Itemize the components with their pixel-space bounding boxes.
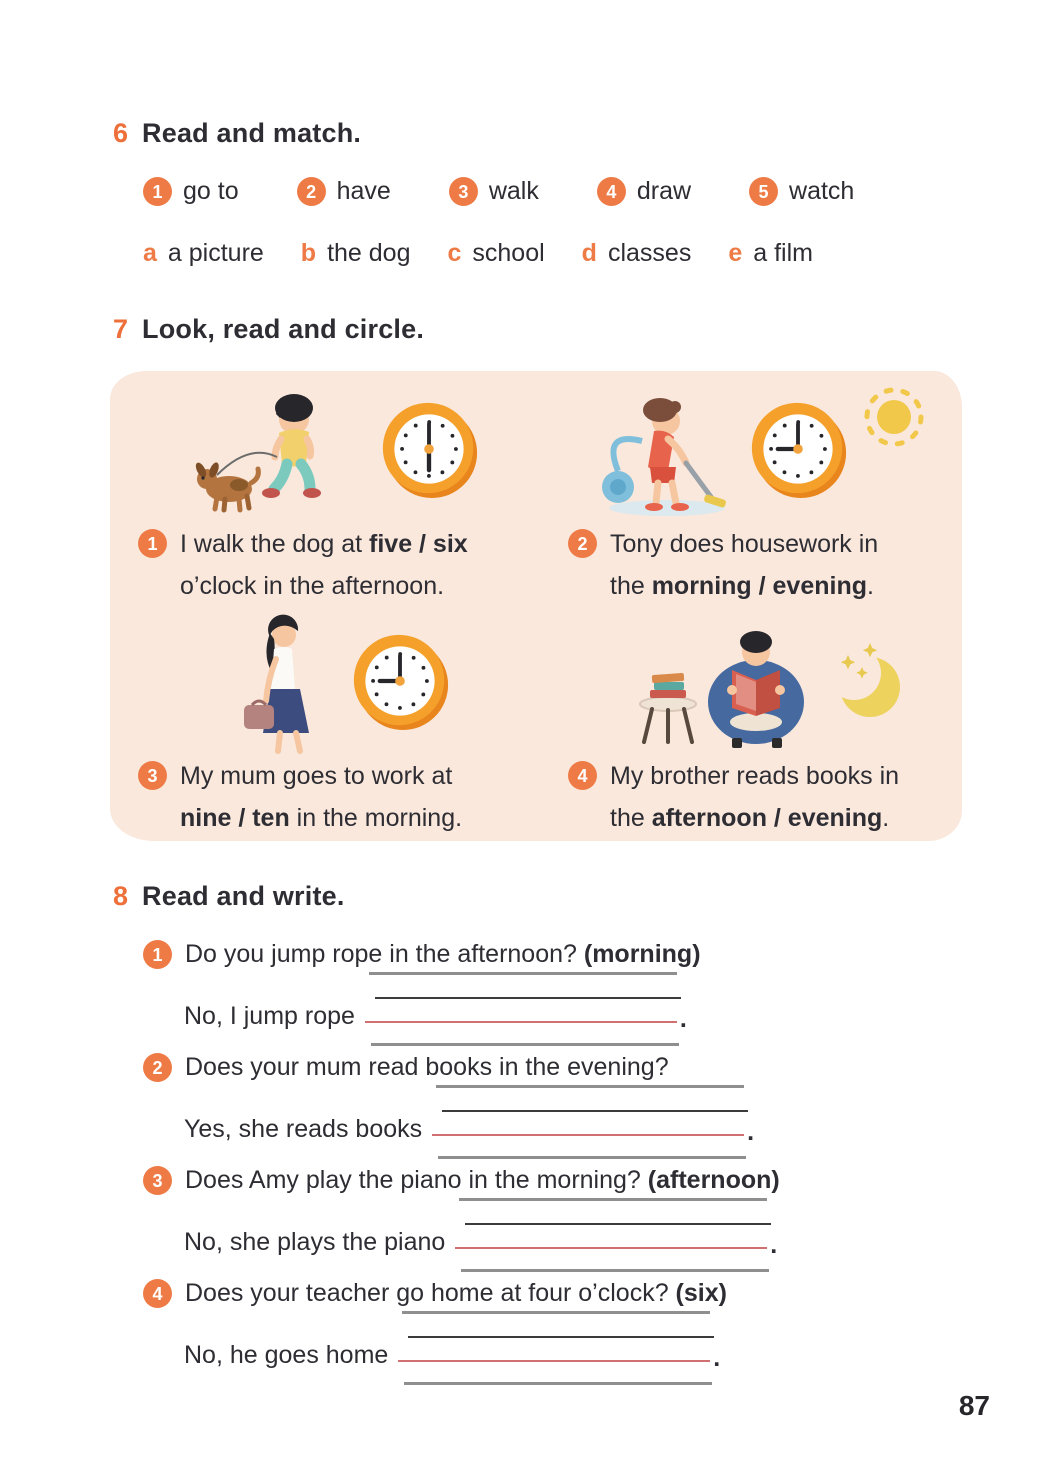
- sentence-segment: .: [867, 572, 874, 600]
- guide-line-base: [455, 1247, 767, 1249]
- exercise8-number: 8: [113, 881, 129, 911]
- dog: [194, 461, 259, 510]
- item-letter: e: [728, 239, 743, 267]
- match-item-4[interactable]: [597, 177, 691, 206]
- exercise7-item-3: [110, 603, 560, 841]
- illustration-2: [560, 371, 962, 517]
- match-item-b[interactable]: [301, 239, 411, 268]
- item-number-badge: 2: [568, 529, 597, 558]
- exercise7-item-2: [560, 371, 962, 603]
- match-item-label: draw: [636, 177, 692, 205]
- sentence-segment: .: [882, 804, 890, 832]
- exercise8-item-4: [143, 1275, 969, 1385]
- item-number-badge: 2: [143, 1053, 172, 1082]
- guide-line-bottom: [438, 1156, 746, 1159]
- boy-in-armchair: [708, 631, 804, 748]
- item-letter: d: [581, 239, 597, 267]
- question-row: [143, 1162, 969, 1198]
- guide-line-mid: [375, 997, 681, 999]
- sentence: [180, 755, 462, 839]
- page-number: 87: [958, 1390, 990, 1421]
- item-number-badge: 4: [568, 761, 597, 790]
- question-segment: Does Amy play the piano in the morning?: [185, 1166, 648, 1194]
- match-item-label: watch: [789, 177, 855, 205]
- match-item-label: school: [472, 239, 545, 267]
- question-text: [185, 1162, 780, 1198]
- guide-line-top: [436, 1085, 744, 1088]
- circle-option[interactable]: afternoon / evening: [651, 804, 883, 832]
- match-item-label: have: [336, 177, 391, 205]
- clock-icon: [379, 399, 479, 499]
- item-number-badge: 3: [449, 177, 478, 206]
- sentence-segment: the: [610, 804, 652, 832]
- answer-prefix: No, she plays the piano: [184, 1228, 446, 1256]
- match-item-d[interactable]: [582, 239, 692, 268]
- match-item-label: the dog: [327, 239, 411, 267]
- guide-line-bottom: [371, 1043, 679, 1046]
- illustration-1: [110, 371, 560, 517]
- answer-row: [184, 1085, 969, 1159]
- item-letter: a: [143, 239, 157, 267]
- match-numbered-row: [143, 177, 969, 206]
- answer-row: [184, 972, 969, 1046]
- guide-line-mid: [408, 1336, 714, 1338]
- sentence: [610, 755, 899, 839]
- guide-line-top: [459, 1198, 767, 1201]
- exercise8-title: Read and write.: [142, 881, 345, 911]
- exercise6-title: Read and match.: [142, 118, 362, 148]
- match-item-e[interactable]: [728, 239, 813, 268]
- sentence-segment: o’clock in the afternoon.: [180, 572, 445, 600]
- question-segment: Do you jump rope in the afternoon?: [185, 940, 584, 968]
- item-number-badge: 3: [143, 1166, 172, 1195]
- circle-option[interactable]: morning / evening: [651, 572, 867, 600]
- item-number-badge: 1: [138, 529, 167, 558]
- item-number-badge: 1: [143, 940, 172, 969]
- exercise7-text-4: [568, 755, 962, 839]
- match-item-label: a film: [753, 239, 813, 267]
- clock-icon: [748, 399, 848, 499]
- answer-prefix: No, he goes home: [184, 1341, 389, 1369]
- guide-line-base: [432, 1134, 744, 1136]
- item-number-badge: 4: [143, 1279, 172, 1308]
- match-item-a[interactable]: [143, 239, 264, 268]
- item-number-badge: 1: [143, 177, 172, 206]
- writing-blank[interactable]: [365, 972, 677, 1046]
- question-text: [185, 1049, 669, 1085]
- boy: [643, 398, 689, 511]
- match-item-2[interactable]: [297, 177, 391, 206]
- match-item-c[interactable]: [448, 239, 545, 268]
- exercise8-item-2: [143, 1049, 969, 1159]
- illustration-3: [110, 603, 560, 749]
- answer-period: .: [770, 1231, 778, 1259]
- guide-line-top: [402, 1311, 710, 1314]
- sentence: [610, 523, 878, 607]
- answer-prefix: No, I jump rope: [184, 1002, 355, 1030]
- question-row: [143, 1275, 969, 1311]
- guide-line-base: [398, 1360, 710, 1362]
- item-number-badge: 2: [297, 177, 326, 206]
- exercise7-number: 7: [113, 314, 129, 344]
- woman-walking-illustration: [220, 607, 340, 755]
- item-letter: c: [447, 239, 462, 267]
- guide-line-mid: [465, 1223, 771, 1225]
- question-hint: (afternoon): [647, 1166, 780, 1194]
- boy-walking-dog-illustration: [191, 379, 369, 519]
- exercise7-panel: [110, 371, 962, 841]
- answer-prefix: Yes, she reads books: [184, 1115, 423, 1143]
- writing-blank[interactable]: [432, 1085, 744, 1159]
- item-letter: b: [300, 239, 317, 267]
- exercise7-item-4: [560, 603, 962, 841]
- sentence-segment: in the morning.: [289, 804, 463, 832]
- match-item-label: classes: [607, 239, 692, 267]
- question-hint: (morning): [583, 940, 701, 968]
- answer-period: .: [713, 1344, 721, 1372]
- match-lettered-row: [143, 239, 969, 268]
- guide-line-bottom: [461, 1269, 769, 1272]
- question-hint: (six): [675, 1279, 727, 1307]
- circle-option[interactable]: nine / ten: [180, 804, 290, 832]
- clock-icon: [350, 631, 450, 731]
- writing-blank[interactable]: [398, 1311, 710, 1385]
- question-row: [143, 936, 969, 972]
- exercise7-title: Look, read and circle.: [142, 314, 425, 344]
- illustration-4: [560, 603, 962, 749]
- boy-vacuuming-illustration: [592, 379, 738, 519]
- exercise7-text-3: [138, 755, 560, 839]
- circle-option[interactable]: five / six: [369, 530, 468, 558]
- item-number-badge: 3: [138, 761, 167, 790]
- exercise7-item-1: [110, 371, 560, 603]
- match-item-3[interactable]: [449, 177, 539, 206]
- dog-leash: [217, 453, 277, 475]
- books-on-stool: [640, 673, 696, 742]
- question-text: [185, 1275, 727, 1311]
- guide-line-top: [369, 972, 677, 975]
- writing-blank[interactable]: [455, 1198, 767, 1272]
- item-number-badge: 5: [749, 177, 778, 206]
- briefcase: [244, 705, 274, 729]
- sun-icon: [858, 381, 930, 453]
- guide-line-bottom: [404, 1382, 712, 1385]
- match-item-label: walk: [488, 177, 539, 205]
- question-segment: Does your mum read books in the evening?: [185, 1053, 669, 1081]
- woman: [244, 615, 309, 751]
- boy-reading-illustration: [616, 612, 816, 750]
- exercise7-header: [113, 314, 969, 345]
- answer-row: [184, 1311, 969, 1385]
- exercise6-header: [113, 118, 969, 149]
- match-item-label: go to: [183, 177, 239, 205]
- exercise8-item-1: [143, 936, 969, 1046]
- exercise8-item-3: [143, 1162, 969, 1272]
- answer-period: .: [747, 1118, 755, 1146]
- answer-period: .: [679, 1005, 687, 1033]
- moon-icon: [826, 633, 906, 729]
- sentence-segment: My brother reads books in: [610, 762, 900, 790]
- match-item-label: a picture: [167, 239, 264, 267]
- guide-line-mid: [442, 1110, 748, 1112]
- exercise7-text-2: [568, 523, 962, 607]
- exercise7-text-1: [138, 523, 560, 607]
- question-segment: Does your teacher go home at four o’clock?: [185, 1279, 676, 1307]
- item-number-badge: 4: [597, 177, 626, 206]
- exercise6-number: 6: [113, 118, 129, 148]
- boy: [262, 394, 321, 498]
- sentence: [180, 523, 468, 607]
- match-item-5[interactable]: [749, 177, 854, 206]
- question-row: [143, 1049, 969, 1085]
- exercise8-list: [143, 936, 969, 1385]
- guide-line-base: [365, 1021, 677, 1023]
- question-text: [185, 936, 701, 972]
- sentence-segment: I walk the dog at: [180, 530, 370, 558]
- sentence-segment: My mum goes to work at: [180, 762, 453, 790]
- match-item-1[interactable]: [143, 177, 239, 206]
- sentence-segment: the: [610, 572, 652, 600]
- answer-row: [184, 1198, 969, 1272]
- sentence-segment: Tony does housework in: [610, 530, 879, 558]
- exercise8-header: [113, 881, 969, 912]
